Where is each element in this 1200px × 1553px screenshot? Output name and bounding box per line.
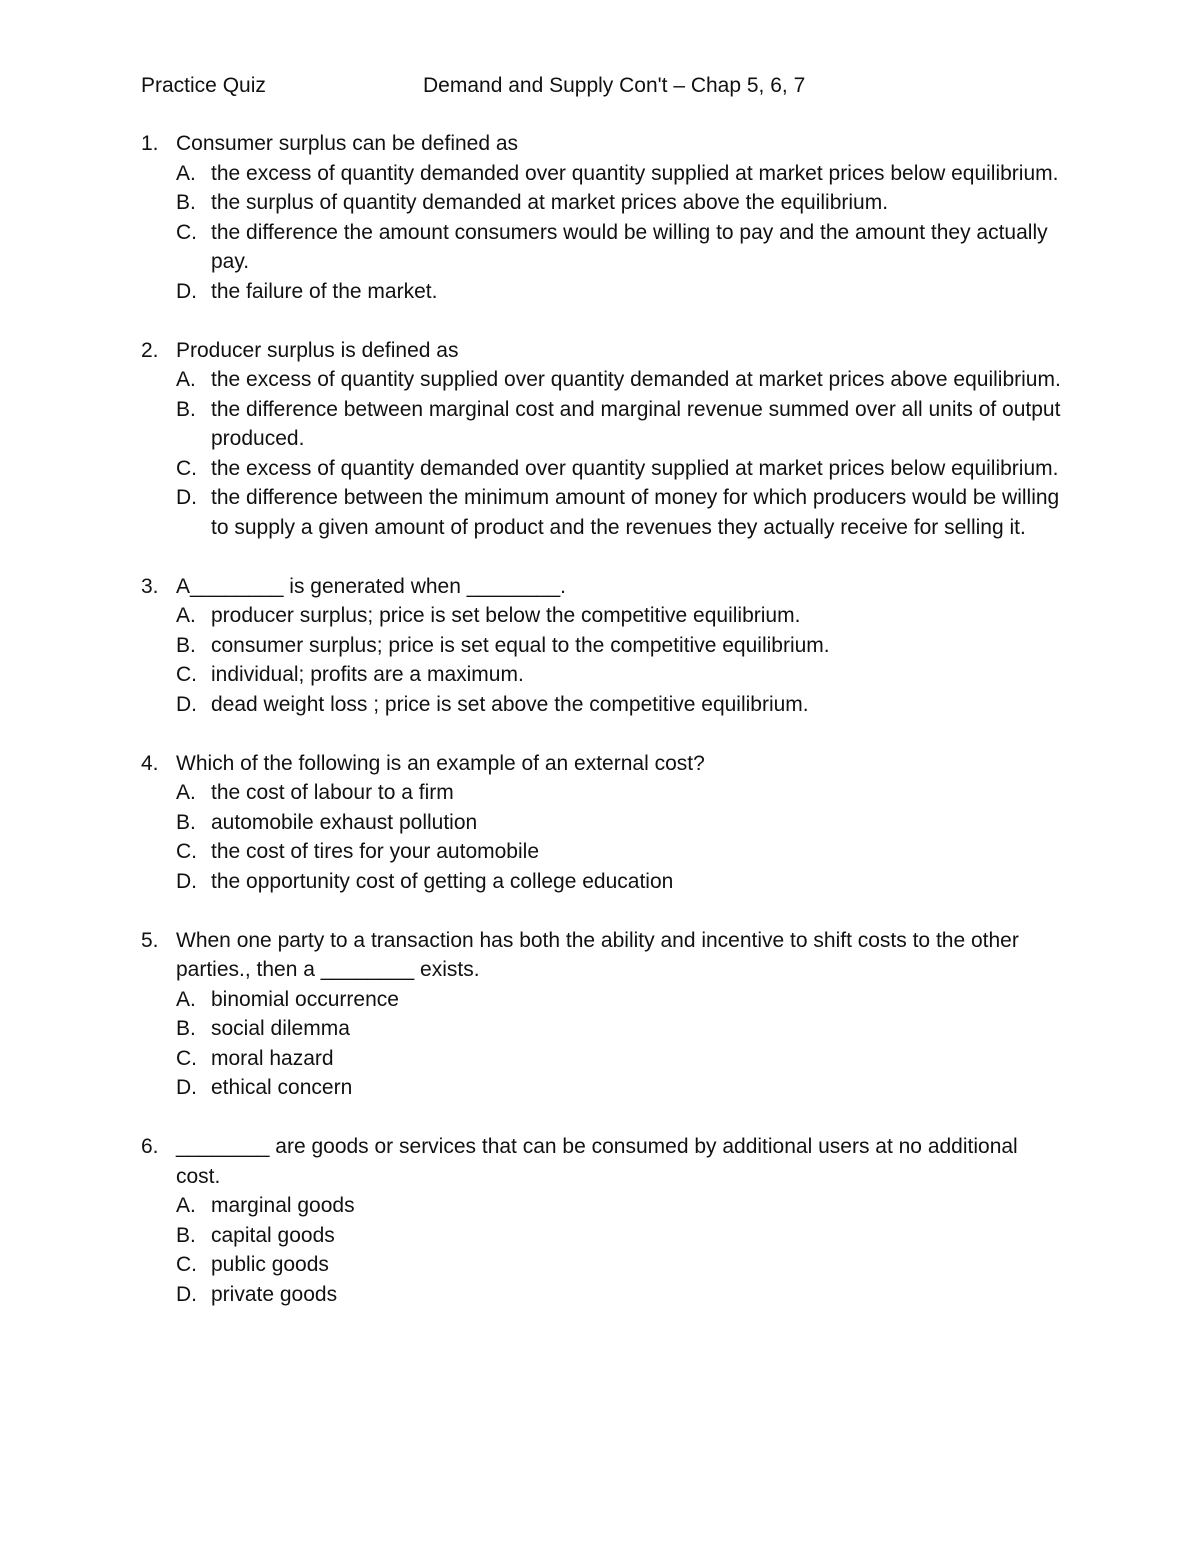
option-label: A. xyxy=(176,1194,196,1217)
question-item xyxy=(141,129,1061,306)
option-label: A. xyxy=(176,987,196,1011)
question-text: Producer surplus is defined as xyxy=(176,338,459,362)
option-text: producer surplus; price is set below the competitive equilibrium. xyxy=(211,604,801,627)
answer-options xyxy=(176,985,1061,1103)
option-label: C. xyxy=(176,840,197,863)
option-text: the difference between marginal cost and marginal revenue summed over all units of output produced. xyxy=(211,397,1061,450)
answer-option xyxy=(176,1044,1061,1074)
question-text: A________ is generated when ________. xyxy=(176,574,566,598)
option-text: binomial occurrence xyxy=(211,987,399,1011)
header-title: Practice Quiz xyxy=(141,74,266,97)
option-text: automobile exhaust pollution xyxy=(211,810,478,834)
option-label: C. xyxy=(176,1046,197,1070)
option-label: D. xyxy=(176,279,197,303)
option-label: D. xyxy=(176,692,197,716)
option-label: A. xyxy=(176,604,196,627)
answer-option xyxy=(176,1014,1061,1044)
option-label: B. xyxy=(176,191,196,214)
answer-option xyxy=(176,660,1061,690)
answer-options xyxy=(176,365,1061,542)
answer-options xyxy=(176,159,1061,307)
option-label: B. xyxy=(176,397,196,421)
question-number: 3. xyxy=(141,574,159,598)
option-label: C. xyxy=(176,1253,197,1276)
answer-option xyxy=(176,808,1061,838)
question-text: ________ are goods or services that can be consumed by additional users at no additional cost. xyxy=(176,1135,1018,1188)
question-item xyxy=(141,926,1061,1103)
option-text: the difference between the minimum amount of money for which producers would be willing to supply a given amount of product and the revenues they actually receive for selling it. xyxy=(211,486,1060,539)
option-text: capital goods xyxy=(211,1223,335,1247)
option-label: B. xyxy=(176,1223,196,1247)
answer-option xyxy=(176,395,1061,454)
answer-option xyxy=(176,837,1061,867)
option-label: D. xyxy=(176,1282,197,1306)
option-text: the cost of tires for your automobile xyxy=(211,840,539,863)
option-text: the failure of the market. xyxy=(211,279,438,303)
answer-option xyxy=(176,188,1061,218)
option-label: A. xyxy=(176,161,196,185)
option-text: the opportunity cost of getting a college education xyxy=(211,869,674,893)
question-list xyxy=(141,129,1061,1339)
page-header xyxy=(141,71,1101,101)
answer-option xyxy=(176,159,1061,189)
option-label: C. xyxy=(176,663,197,686)
option-text: private goods xyxy=(211,1282,338,1306)
answer-option xyxy=(176,631,1061,661)
answer-option xyxy=(176,1191,1061,1221)
question-text: Consumer surplus can be defined as xyxy=(176,132,519,155)
option-label: B. xyxy=(176,810,196,834)
question-item xyxy=(141,749,1061,897)
question-text: When one party to a transaction has both the ability and incentive to shift costs to the other parties., then a ________ exists. xyxy=(176,928,1019,981)
answer-option xyxy=(176,601,1061,631)
answer-option xyxy=(176,867,1061,897)
option-label: A. xyxy=(176,781,196,804)
option-text: the surplus of quantity demanded at market prices above the equilibrium. xyxy=(211,191,889,214)
answer-option xyxy=(176,778,1061,808)
option-label: D. xyxy=(176,1076,197,1099)
option-text: individual; profits are a maximum. xyxy=(211,663,524,686)
answer-option xyxy=(176,454,1061,484)
option-text: marginal goods xyxy=(211,1194,355,1217)
option-text: the cost of labour to a firm xyxy=(211,781,454,804)
answer-option xyxy=(176,1221,1061,1251)
option-text: public goods xyxy=(211,1253,329,1276)
answer-option xyxy=(176,1073,1061,1103)
question-number: 6. xyxy=(141,1135,159,1158)
question-item xyxy=(141,336,1061,543)
option-text: the difference the amount consumers would be willing to pay and the amount they actually pay. xyxy=(211,220,1048,273)
question-number: 5. xyxy=(141,928,159,952)
header-subtitle: Demand and Supply Con't – Chap 5, 6, 7 xyxy=(423,74,806,97)
option-text: moral hazard xyxy=(211,1046,334,1070)
answer-option xyxy=(176,985,1061,1015)
option-text: social dilemma xyxy=(211,1017,350,1040)
option-text: the excess of quantity demanded over quantity supplied at market prices below equilibrium. xyxy=(211,456,1059,480)
option-label: D. xyxy=(176,486,197,509)
answer-option xyxy=(176,1250,1061,1280)
answer-option xyxy=(176,690,1061,720)
answer-option xyxy=(176,1280,1061,1310)
option-text: consumer surplus; price is set equal to the competitive equilibrium. xyxy=(211,633,830,657)
option-text: ethical concern xyxy=(211,1076,353,1099)
option-text: dead weight loss ; price is set above the competitive equilibrium. xyxy=(211,692,809,716)
question-item xyxy=(141,1132,1061,1309)
option-label: B. xyxy=(176,633,196,657)
answer-option xyxy=(176,218,1061,277)
option-label: A. xyxy=(176,368,196,391)
question-item xyxy=(141,572,1061,720)
question-text: Which of the following is an example of an external cost? xyxy=(176,751,705,775)
question-number: 4. xyxy=(141,751,159,775)
question-number: 2. xyxy=(141,338,159,362)
option-label: B. xyxy=(176,1017,196,1040)
answer-option xyxy=(176,365,1061,395)
option-label: D. xyxy=(176,869,197,893)
option-text: the excess of quantity demanded over quantity supplied at market prices below equilibrium. xyxy=(211,161,1059,185)
option-text: the excess of quantity supplied over quantity demanded at market prices above equilibrium. xyxy=(211,368,1061,391)
option-label: C. xyxy=(176,456,197,480)
answer-options xyxy=(176,778,1061,896)
answer-options xyxy=(176,601,1061,719)
answer-options xyxy=(176,1191,1061,1309)
answer-option xyxy=(176,277,1061,307)
question-number: 1. xyxy=(141,132,159,155)
answer-option xyxy=(176,483,1061,542)
option-label: C. xyxy=(176,220,197,244)
